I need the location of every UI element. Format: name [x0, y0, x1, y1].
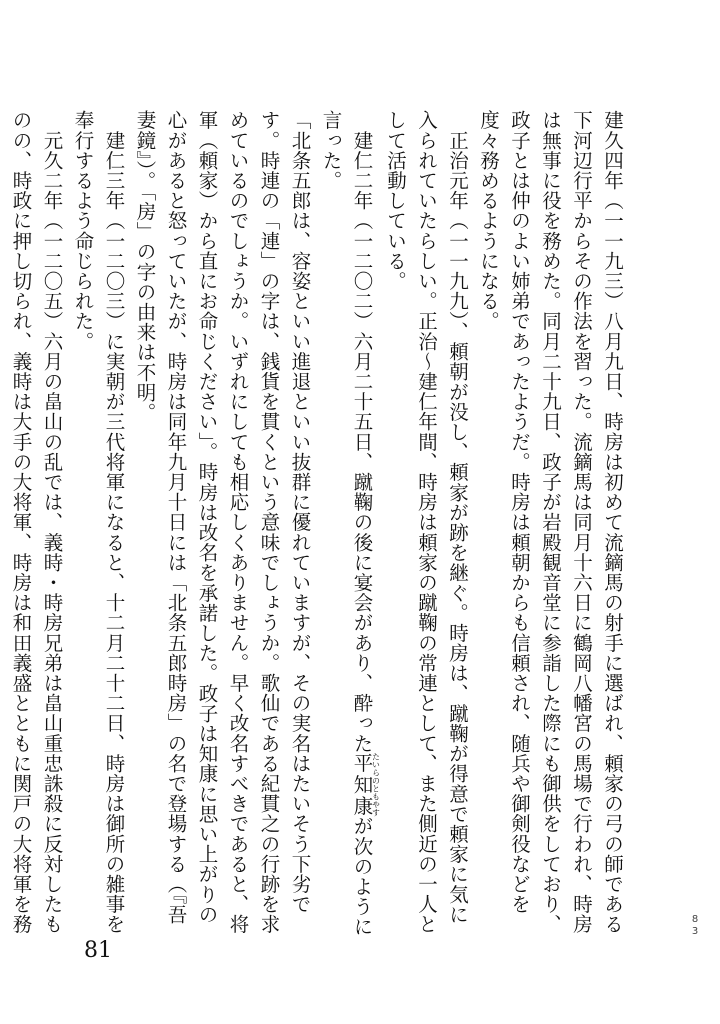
- side-page-mark: [689, 914, 701, 938]
- paragraph-3: 建仁二年（一二〇二）六月二十五日、蹴鞠の後に宴会があり、酔った平知康たいらのともやすが次のように言った。: [319, 110, 381, 937]
- ruby-taira-no-tomoyasu: 平知康たいらのともやす: [350, 752, 381, 817]
- page-number: 81: [84, 938, 112, 963]
- paragraph-5: 建仁三年（一二〇三）に実朝が三代将軍になると、十二月二十二日、時房は御所の雑事を奉行するよう命じられた。: [71, 110, 126, 935]
- paragraph-1: 建久四年（一一九三）八月九日、時房は初めて流鏑馬の射手に選ばれ、頼家の弓の師である下河辺行平からその作法を習った。流鏑馬は同月十六日に鶴岡八幡宮の馬場で行われ、時房は無事に役を務めた。同月二十九日、政子が岩殿観音堂に参詣した際にも御供をしており、政子とは仲のよい姉弟であったようだ。時房は頼朝からも信頼され、随兵や御剣役などを度々務めるようになる。: [477, 110, 624, 935]
- side-mark-digit-2: 3: [691, 926, 699, 937]
- paragraph-4-quote: 「北条五郎は、容姿といい進退といい抜群に優れていますが、その実名はたいそう下劣です。時連の「連」の字は、銭貨を貫くという意味でしょうか。歌仙である紀貫之の行跡を求めているのでしょうか。いずれにしても相応しくありません。早く改名すべきであると、将軍（頼家）から直にお命じください」。時房は改名を承諾した。政子は知康に思い上がりの心があると怒っていたが、時房は同年九月十日には「北条五郎時房」の名で登場する（『吾妻鏡』）。「房」の字の由来は不明。: [133, 110, 312, 935]
- body-text: [0, 110, 628, 940]
- side-mark-digit-1: 8: [691, 914, 699, 925]
- paragraph-6: 元久二年（一二〇五）六月の畠山の乱では、義時・時房兄弟は畠山重忠誅殺に反対したものの、時政に押し切られ、義時は大手の大将軍、時房は和田義盛とともに関戸の大将軍を務: [9, 110, 64, 935]
- paragraph-2: 正治元年（一一九九）、頼朝が没し、頼家が跡を継ぐ。時房は、蹴鞠が得意で頼家に気に入られていたらしい。正治～建仁年間、時房は頼家の蹴鞠の常連として、また側近の一人として活動している。: [384, 110, 469, 935]
